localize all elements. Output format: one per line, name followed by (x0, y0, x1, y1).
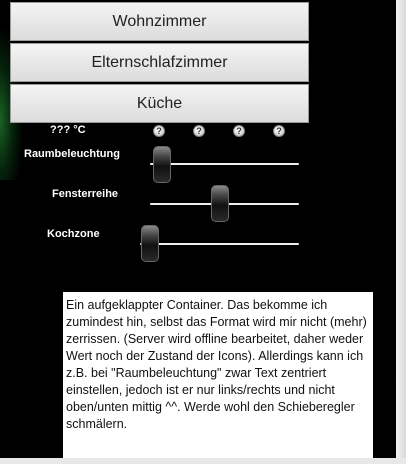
menu-item-wohnzimmer[interactable]: Wohnzimmer (10, 2, 309, 41)
fensterreihe-slider-handle[interactable] (211, 185, 229, 222)
raumbeleuchtung-slider-handle[interactable] (153, 146, 171, 183)
kochzone-slider-handle[interactable] (141, 225, 159, 262)
question-icon[interactable]: ? (273, 125, 285, 137)
menu-item-kueche[interactable]: Küche (10, 84, 309, 123)
question-icon[interactable]: ? (193, 125, 205, 137)
kochzone-slider-track[interactable] (140, 243, 299, 245)
window-bottom-edge (0, 458, 406, 464)
raumbeleuchtung-slider-track[interactable] (150, 163, 299, 165)
window-edge (396, 0, 406, 464)
raumbeleuchtung-label: Raumbeleuchtung (24, 148, 120, 160)
comment-box: Ein aufgeklappter Container. Das bekomme ich zumindest hin, selbst das Format wird mir nicht (mehr) zerrissen. (Server wird offline bearbeitet, daher weder Wert noch der Zustand der Icons). Allerdings kann ich z.B. bei "Raumbeleuchtung" zwar Text zentriert einstellen, jedoch ist er nur links/rechts und nicht oben/unten mittig ^^. Werde wohl den Schieberegler schmälern. (63, 292, 373, 458)
question-icon[interactable]: ? (153, 125, 165, 137)
kochzone-label: Kochzone (47, 228, 100, 240)
menu-item-elternschlafzimmer[interactable]: Elternschlafzimmer (10, 43, 309, 82)
temperature-readout: ??? °C (50, 124, 86, 136)
fensterreihe-label: Fensterreihe (52, 188, 119, 200)
question-icon[interactable]: ? (233, 125, 245, 137)
room-menu (10, 2, 309, 125)
